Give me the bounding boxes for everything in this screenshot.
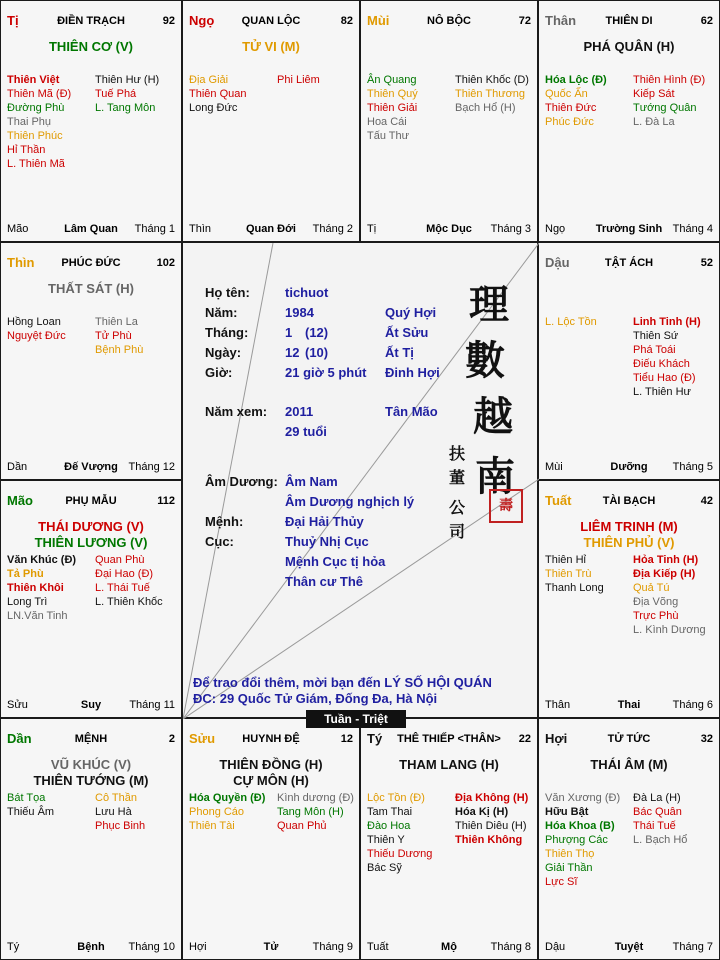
minor-star: Thiên Không xyxy=(455,834,523,846)
minor-star: Thanh Long xyxy=(545,582,604,594)
minor-star: Thiên Hư (H) xyxy=(95,74,160,86)
palace-branch: Thìn xyxy=(7,255,35,270)
palace-number: 12 xyxy=(340,733,353,745)
month-can-value: Ất Sửu xyxy=(385,325,429,340)
palace-stage: Bệnh xyxy=(77,941,105,953)
minor-star: Hóa Lộc (Đ) xyxy=(545,74,607,86)
palace-stage: Lâm Quan xyxy=(64,223,118,235)
hour-can-value: Đinh Hợi xyxy=(385,365,440,380)
minor-star: Thiên Hỉ xyxy=(545,554,586,566)
palace-ti xyxy=(0,0,182,242)
minor-star: Kiếp Sát xyxy=(633,88,675,100)
palace-stage: Dưỡng xyxy=(610,461,648,473)
minor-star: Thiên Mã (Đ) xyxy=(7,88,72,100)
minor-star: Thai Phụ xyxy=(7,116,52,128)
major-stars xyxy=(539,757,719,773)
major-star: THIÊN ĐỒNG (H) xyxy=(219,757,323,772)
palace-month: Tháng 2 xyxy=(312,223,353,235)
palace-footer xyxy=(7,221,175,235)
minor-star: Văn Khúc (Đ) xyxy=(7,554,77,566)
palace-number: 22 xyxy=(518,733,531,745)
minor-star: Đà La (H) xyxy=(633,792,681,804)
minor-stars-right xyxy=(95,553,163,609)
palace-footer xyxy=(545,221,713,235)
palace-name: MỆNH xyxy=(74,733,108,745)
palace-name: PHỤ MẪU xyxy=(65,495,117,507)
name-label: Họ tên: xyxy=(205,285,250,300)
palace-number: 72 xyxy=(518,15,531,27)
palace-month: Tháng 11 xyxy=(129,699,175,711)
minor-stars-left xyxy=(367,791,432,875)
minor-star: Thiên Trù xyxy=(545,568,592,580)
minor-star: L. Thái Tuế xyxy=(95,582,150,594)
minor-star: Tiểu Hao (Đ) xyxy=(633,372,696,384)
minor-star: Thiếu Âm xyxy=(7,806,55,818)
minor-star: Bệnh Phù xyxy=(95,344,144,356)
palace-name: QUAN LỘC xyxy=(241,15,301,27)
minor-stars-right xyxy=(95,791,145,833)
palace-hoi xyxy=(538,718,720,960)
minor-star: Thái Tuế xyxy=(633,820,676,832)
cuc-note: Mệnh Cục tị hỏa xyxy=(285,554,386,569)
yinyang-value: Âm Nam xyxy=(285,474,338,489)
palace-stage: Trường Sinh xyxy=(595,223,663,235)
minor-stars-right xyxy=(95,315,143,357)
palace-stage: Mộ xyxy=(441,941,457,953)
minor-stars-right xyxy=(277,791,354,833)
palace-stage: Đế Vượng xyxy=(64,461,118,473)
palace-name: PHÚC ĐỨC xyxy=(61,257,121,269)
palace-branch: Tý xyxy=(367,731,383,746)
minor-star: Hóa Khoa (B) xyxy=(545,820,615,832)
palace-branch: Sửu xyxy=(189,731,216,746)
major-stars xyxy=(361,757,537,773)
day-can-value: Ất Tị xyxy=(385,345,414,360)
minor-star: LN.Văn Tinh xyxy=(7,610,68,622)
tuan-triet-badge: Tuần - Triệt xyxy=(306,710,406,728)
major-stars xyxy=(539,39,719,55)
minor-star: Cô Thần xyxy=(95,792,137,804)
footer-line-2: ĐC: 29 Quốc Tử Giám, Đống Đa, Hà Nội xyxy=(193,691,438,706)
minor-star: Thiên Y xyxy=(367,834,405,846)
palace-footer xyxy=(367,939,531,953)
palace-age-branch: Ngọ xyxy=(545,223,566,235)
minor-stars-left xyxy=(545,315,597,329)
palace-dan xyxy=(0,718,182,960)
minor-stars-left xyxy=(7,791,54,819)
minor-star: Thiếu Dương xyxy=(367,848,433,860)
minor-star: Tam Thai xyxy=(367,806,413,818)
minor-star: Long Trì xyxy=(7,596,48,608)
palace-month: Tháng 8 xyxy=(490,941,531,953)
minor-star: Linh Tinh (H) xyxy=(633,316,701,328)
major-stars xyxy=(183,757,359,789)
minor-star: Lộc Tồn (Đ) xyxy=(367,792,425,804)
palace-stage: Tử xyxy=(263,941,279,953)
palace-month: Tháng 5 xyxy=(672,461,713,473)
minor-star: Bát Tọa xyxy=(7,792,46,804)
palace-ty xyxy=(360,718,538,960)
minor-star: Hỉ Thần xyxy=(7,144,46,156)
menh-label: Mệnh: xyxy=(205,514,244,529)
major-stars xyxy=(1,519,181,551)
palace-suu xyxy=(182,718,360,960)
footer-line-1: Để trao đổi thêm, mời bạn đến LÝ SỐ HỘI QUÁN xyxy=(193,675,492,690)
palace-month: Tháng 12 xyxy=(128,461,175,473)
major-stars xyxy=(1,39,181,55)
hour-value: 21 giờ 5 phút xyxy=(285,365,367,380)
minor-stars-right xyxy=(633,315,701,399)
palace-number: 62 xyxy=(700,15,713,27)
minor-star: Thiên Quý xyxy=(367,88,418,100)
palace-ngo xyxy=(182,0,360,242)
minor-star: Thiên La xyxy=(95,316,138,328)
minor-star: L. Bạch Hổ xyxy=(633,834,688,846)
minor-star: L. Đà La xyxy=(633,116,675,128)
minor-stars-left xyxy=(189,791,265,833)
minor-star: Tướng Quân xyxy=(633,102,697,114)
major-star: PHÁ QUÂN (H) xyxy=(583,39,675,54)
name-value: tichuot xyxy=(285,285,329,300)
minor-star: L. Thiên Khốc xyxy=(95,596,163,608)
minor-star: Thiên Quan xyxy=(189,88,247,100)
palace-stage: Quan Đới xyxy=(246,223,296,235)
major-star: LIÊM TRINH (M) xyxy=(580,519,678,534)
major-star: THAM LANG (H) xyxy=(399,757,499,772)
minor-star: Hoa Cái xyxy=(367,116,407,128)
palace-branch: Dần xyxy=(7,731,32,746)
minor-star: Thiên Giải xyxy=(367,102,418,114)
palace-stage: Thai xyxy=(617,699,641,711)
palace-footer xyxy=(7,939,175,953)
year-label: Năm: xyxy=(205,305,238,320)
palace-number: 42 xyxy=(700,495,713,507)
palace-age-branch: Hợi xyxy=(189,941,207,953)
minor-star: Thiên Đức xyxy=(545,102,597,114)
seal-char-4: 南 xyxy=(475,453,515,500)
major-star: THIÊN TƯỚNG (M) xyxy=(33,773,149,788)
minor-stars-right xyxy=(95,73,159,115)
minor-star: Nguyệt Đức xyxy=(7,330,66,342)
minor-star: Bác Quân xyxy=(633,806,682,818)
palace-name: TỬ TỨC xyxy=(607,733,651,745)
palace-stage: Tuyệt xyxy=(614,941,644,953)
month-label: Tháng: xyxy=(205,325,249,340)
palace-age-branch: Sửu xyxy=(7,699,28,711)
palace-age-branch: Mùi xyxy=(545,461,563,473)
palace-mao xyxy=(0,480,182,718)
palace-number: 102 xyxy=(156,257,175,269)
major-star: THIÊN PHỦ (V) xyxy=(583,535,675,550)
than-value: Thân cư Thê xyxy=(285,574,364,589)
minor-stars-left xyxy=(545,553,604,595)
minor-star: Hồng Loan xyxy=(7,316,61,328)
minor-stars-right xyxy=(633,791,687,847)
palace-month: Tháng 4 xyxy=(672,223,713,235)
minor-star: Hóa Quyền (Đ) xyxy=(189,792,266,804)
major-star: VŨ KHÚC (V) xyxy=(50,757,132,772)
minor-star: Long Đức xyxy=(189,102,238,114)
minor-star: Thiên Tài xyxy=(189,820,235,832)
palace-age-branch: Tuất xyxy=(367,941,389,953)
yinyang-label: Âm Dương: xyxy=(205,474,278,489)
palace-footer xyxy=(545,459,713,473)
minor-star: Lưu Hà xyxy=(95,806,132,818)
palace-branch: Hợi xyxy=(545,731,568,746)
minor-star: Thiên Hình (Đ) xyxy=(633,74,706,86)
minor-star: Địa Võng xyxy=(633,596,679,608)
minor-star: Phục Binh xyxy=(95,820,146,832)
minor-star: Thiên Thương xyxy=(455,88,526,100)
minor-star: Tử Phù xyxy=(95,330,132,342)
seal-small-1: 扶 xyxy=(449,444,466,463)
palace-footer xyxy=(7,697,175,711)
minor-star: Phi Liêm xyxy=(277,74,320,86)
palace-footer xyxy=(189,221,353,235)
major-star: TỬ VI (M) xyxy=(242,39,300,54)
minor-stars-left xyxy=(545,791,620,889)
palace-month: Tháng 7 xyxy=(672,941,713,953)
palace-month: Tháng 6 xyxy=(672,699,713,711)
hour-label: Giờ: xyxy=(205,365,233,380)
palace-number: 112 xyxy=(157,495,175,507)
major-stars xyxy=(183,39,359,55)
minor-stars-left xyxy=(7,315,66,343)
seal-char-3: 越 xyxy=(473,393,513,440)
minor-star: Quốc Ấn xyxy=(545,88,588,100)
minor-stars-left xyxy=(7,73,71,171)
palace-branch: Ngọ xyxy=(189,13,215,28)
palace-branch: Mão xyxy=(7,493,33,508)
minor-star: Đại Hao (Đ) xyxy=(95,568,154,580)
minor-star: Thiên Phúc xyxy=(7,130,63,142)
cuc-value: Thuỷ Nhị Cục xyxy=(285,534,369,549)
palace-footer xyxy=(189,939,353,953)
major-stars xyxy=(1,281,181,297)
day-label: Ngày: xyxy=(205,345,242,360)
palace-number: 82 xyxy=(340,15,353,27)
minor-star: Quan Phù xyxy=(95,554,145,566)
seal-char-1: 理 xyxy=(469,281,509,328)
view-year-label: Năm xem: xyxy=(205,404,268,419)
seal-char-2: 數 xyxy=(465,337,505,384)
palace-footer xyxy=(545,697,713,711)
palace-name: THIÊN DI xyxy=(605,15,653,27)
year-can-value: Quý Hợi xyxy=(385,305,437,320)
seal-small-2: 董 xyxy=(449,468,466,487)
palace-age-branch: Tị xyxy=(367,223,377,235)
palace-number: 2 xyxy=(168,733,175,745)
minor-star: L. Lộc Tồn xyxy=(545,316,597,328)
palace-branch: Dậu xyxy=(545,255,570,270)
palace-branch: Tị xyxy=(7,13,19,28)
palace-branch: Thân xyxy=(545,13,577,28)
palace-number: 92 xyxy=(162,15,175,27)
minor-star: L. Thiên Hư xyxy=(633,386,691,398)
minor-star: Bác Sỹ xyxy=(367,862,402,874)
menh-value: Đại Hải Thủy xyxy=(285,514,364,529)
minor-star: Hỏa Tinh (H) xyxy=(633,554,699,566)
seal-small-4: 司 xyxy=(449,522,466,541)
major-star: THÁI ÂM (M) xyxy=(590,757,668,772)
major-stars xyxy=(1,757,181,789)
palace-age-branch: Thìn xyxy=(189,223,212,235)
month-lunar-value: (12) xyxy=(305,325,329,340)
minor-star: Đào Hoa xyxy=(367,820,411,832)
palace-footer xyxy=(545,939,713,953)
minor-stars-left xyxy=(545,73,607,129)
palace-dau xyxy=(538,242,720,480)
major-stars xyxy=(539,519,719,551)
minor-star: Trực Phù xyxy=(633,610,679,622)
palace-name: THÊ THIẾP <THÂN> xyxy=(397,733,501,745)
palace-name: NÔ BỘC xyxy=(427,15,471,27)
minor-star: Địa Kiếp (H) xyxy=(633,568,696,580)
month-value: 1 xyxy=(285,325,293,340)
minor-star: Địa Không (H) xyxy=(455,792,529,804)
palace-age-branch: Tý xyxy=(7,941,20,953)
minor-star: Văn Xương (Đ) xyxy=(545,792,621,804)
major-star: THIÊN CƠ (V) xyxy=(48,39,134,54)
minor-star: Thiên Diêu (H) xyxy=(455,820,527,832)
palace-number: 52 xyxy=(700,257,713,269)
minor-star: Địa Giải xyxy=(189,74,229,86)
minor-star: Thiên Việt xyxy=(7,74,60,86)
year-value: 1984 xyxy=(285,305,314,320)
major-star: THIÊN LƯƠNG (V) xyxy=(34,535,148,550)
minor-star: Quan Phủ xyxy=(277,820,327,832)
minor-star: Kình dương (Đ) xyxy=(277,792,354,804)
minor-stars-right xyxy=(455,73,529,115)
minor-star: Thiên Thọ xyxy=(545,848,595,860)
minor-star: Tuế Phá xyxy=(95,88,137,100)
age-value: 29 tuổi xyxy=(285,424,327,439)
palace-branch: Tuất xyxy=(545,493,572,508)
minor-star: L. Thiên Mã xyxy=(7,158,65,170)
palace-month: Tháng 9 xyxy=(312,941,353,953)
palace-tuat xyxy=(538,480,720,718)
minor-star: Thiên Khốc (D) xyxy=(455,74,529,86)
minor-star: Phong Cáo xyxy=(189,806,245,818)
minor-star: L. Kình Dương xyxy=(633,624,706,636)
minor-star: L. Tang Môn xyxy=(95,102,156,114)
view-year-can-value: Tân Mão xyxy=(385,404,438,419)
minor-star: Phượng Các xyxy=(545,834,608,846)
minor-star: Đường Phù xyxy=(7,102,65,114)
palace-branch: Mùi xyxy=(367,13,390,28)
seal-small-3: 公 xyxy=(449,498,466,517)
red-stamp: 壽 xyxy=(489,489,523,523)
palace-stage: Mộc Dục xyxy=(426,223,472,235)
palace-name: TÀI BẠCH xyxy=(602,495,656,507)
minor-star: Bạch Hổ (H) xyxy=(455,102,516,114)
minor-stars-right xyxy=(633,553,706,637)
minor-stars-right xyxy=(277,73,320,87)
minor-stars-right xyxy=(633,73,705,129)
palace-number: 32 xyxy=(700,733,713,745)
minor-star: Ân Quang xyxy=(367,74,417,86)
day-value: 12 xyxy=(285,345,300,360)
palace-age-branch: Dậu xyxy=(545,941,566,953)
center-info-panel xyxy=(182,242,538,718)
minor-star: Điếu Khách xyxy=(633,358,690,370)
minor-stars-left xyxy=(7,553,76,623)
minor-star: Phúc Đức xyxy=(545,116,594,128)
palace-age-branch: Mão xyxy=(7,223,29,235)
minor-star: Lực Sĩ xyxy=(545,876,578,888)
palace-footer xyxy=(367,221,531,235)
yinyang-note: Âm Dương nghịch lý xyxy=(285,494,415,509)
palace-mui xyxy=(360,0,538,242)
minor-stars-right xyxy=(455,791,528,847)
minor-star: Hữu Bật xyxy=(545,806,589,818)
palace-month: Tháng 3 xyxy=(490,223,531,235)
major-star: CỰ MÔN (H) xyxy=(233,773,309,788)
palace-month: Tháng 10 xyxy=(128,941,175,953)
palace-stage: Suy xyxy=(80,699,102,711)
palace-thin xyxy=(0,242,182,480)
palace-age-branch: Thân xyxy=(545,699,571,711)
view-year-value: 2011 xyxy=(285,404,314,419)
minor-star: Phá Toái xyxy=(633,344,676,356)
cuc-label: Cục: xyxy=(205,534,234,549)
major-star: THẤT SÁT (H) xyxy=(48,281,134,296)
day-lunar-value: (10) xyxy=(305,345,329,360)
minor-star: Tang Môn (H) xyxy=(277,806,344,818)
minor-stars-left xyxy=(189,73,246,115)
minor-star: Hóa Kị (H) xyxy=(455,806,509,818)
minor-star: Tấu Thư xyxy=(367,130,410,142)
minor-star: Thiên Khôi xyxy=(7,582,64,594)
minor-star: Quả Tú xyxy=(633,582,670,594)
minor-star: Tả Phù xyxy=(7,568,44,580)
palace-name: HUYNH ĐỆ xyxy=(242,733,300,745)
minor-stars-left xyxy=(367,73,418,143)
palace-than xyxy=(538,0,720,242)
major-star: THÁI DƯƠNG (V) xyxy=(38,519,144,534)
palace-name: ĐIỀN TRẠCH xyxy=(57,15,125,27)
palace-footer xyxy=(7,459,175,473)
palace-age-branch: Dần xyxy=(7,461,28,473)
minor-star: Thiên Sứ xyxy=(633,330,679,342)
palace-name: TẬT ÁCH xyxy=(604,257,654,269)
minor-star: Giải Thần xyxy=(545,862,593,874)
palace-month: Tháng 1 xyxy=(134,223,175,235)
